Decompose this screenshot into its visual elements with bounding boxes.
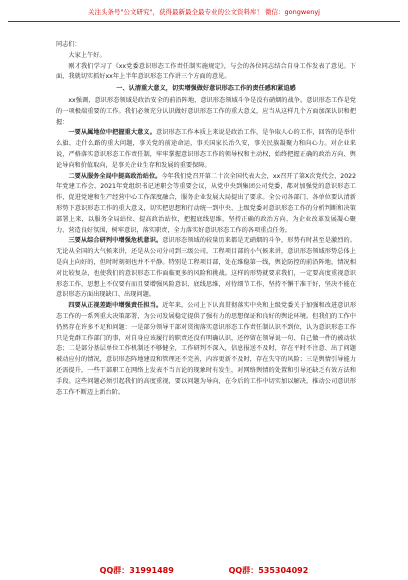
footer-qq-group-1: QQ群：31991489: [99, 566, 174, 575]
point-1-paragraph: [56, 128, 356, 171]
point-3-body: 意识形态领域的较量历来都是无硝烟的斗争，形势有时甚至是激烈的。无论从全国的大气候来讲，还是从公司分司到三级公司，工程项目部的小气候来讲，意识形态领域形势总体上是向上向好的，但时时刻刻也并不平静。特别是工程项目部，处在维稳第一线，舆论防控的前沿阵地，情况相对比较复杂，也使我们的意识形态工作面临更多的风险和挑战。这样的形势就要求我们，一定要高度重视意识形态工作，思想上不仅要有而且要增强风险意识、底线思维，对待细节工作，坚持不懈干准干好，坚决不能在意识形态方面出现缺口、出现问题。: [56, 237, 357, 299]
section-1-paragraph: xx强调，意识形态领域是政治安全的前沿阵地，意识形态领域斗争是没有硝烟的战争。意识形态工作是党的一项极端重要的工作。我们必须充分认识做好意识形态工作的重大意义，应当从这样几个方面加深认识和把握：: [56, 96, 356, 126]
point-3-paragraph: [56, 236, 356, 301]
point-4-heading: 四要从正视差距中增强责任担当。: [68, 302, 163, 310]
greeting: 同志们：: [56, 41, 81, 48]
point-2-paragraph: [56, 172, 356, 237]
intro-paragraph: 刚才我们学习了《xx党委意识形态工作责任制实施规定》，与会的各位同志结合自身工作发表了意见。下面，我就切实抓好xx年上半年意识形态工作讲三个方面的意见。: [56, 62, 356, 81]
point-1-heading: 一要从属地位中把握重大意义。: [68, 129, 156, 137]
point-4-body: 近年来，公司上下认真贯彻落实中央和上级党委关于加强和改进意识形态工作的一系列重大决策部署，为公司发展稳定提供了强有力的思想保证和良好的舆论环境。但我们的工作中仍然存在许多不足和问题：一是部分领导干部对贯彻落实意识形态工作责任制认识不到位，认为意识形态工作只是党群工作部门的事，对自身应该履行的职责还没有明确认识，还停留在领导说一句、自己做一件的被动状态；二是部分基层单位工作机制还不够健全，工作研判不深入，信息报送不及时，存在平时不注意、出了问题被动应付的情况，意识形态阵地建设和管理还不完善，内容更新不及时，存在失守的风险；三是舆情引导能力还需提升，一些干部职工在网络上发表不当言论的现象时有发生，对网络舆情的处置和引导还缺乏有效方法和手段。这些问题必须引起我们的高度重视，要以问题为导向，在今后的工作中切实加以解决，推动公司意识形态工作不断迈上新台阶。: [56, 302, 357, 396]
point-2-heading: 二要从服务全局中提高政治站位。: [68, 172, 162, 180]
footer: [0, 565, 408, 576]
point-3-heading: 三要从综合研判中增强危机意识。: [68, 237, 163, 245]
header-divider: [8, 21, 400, 22]
document-body: [56, 40, 356, 398]
footer-qq-group-2: QQ群：535304092: [228, 566, 309, 575]
header-banner: 关注头条号"公文研究"，获得最新最全最专业的公文资料库！ 微信：gongwenyj: [88, 8, 320, 16]
point-1-body: 意识形态工作本质上来说是政治工作，是争取人心的工作，回答的是举什么旗、走什么路的重大问题，事关党的前途命运，事关国家长治久安，事关民族凝聚力和向心力。对企业来说，严格落实意识形态工作责任制，牢牢掌握意识形态工作的领导权和主动权，始终把握正确的政治方向、舆论导向和价值取向，是事关企业生存和发展的重要保障。: [56, 129, 357, 169]
point-2-body: 今年我们党召开第二十次全国代表大会，xx召开了第X次党代会，2022年党建工作会、2021年党组织书记述职会等重要会议，从党中央到集团公司党委，都对加强党的意识形态工作，促进党建和生产经营中心工作深度融合，服务企业发展大局提出了要求。全公司各部门、各单位要认清新形势下意识形态工作的重大意义，切实把思想和行动统一到中央、上级党委对意识形态工作的分析判断和决策部署上来，以服务全局站位、提高政治站位，把握底线思维，坚持正确的政治方向，为企业改革发展凝心聚力、营造良好氛围，树牢意识，落实职责，全力落实好意识形态工作的各项重点任务。: [56, 172, 357, 234]
point-4-paragraph: [56, 301, 356, 398]
section-1-heading: 一、认清重大意义，切实增强做好意识形态工作的责任感和紧迫感: [116, 85, 296, 93]
salute: 大家上午好。: [68, 51, 106, 59]
